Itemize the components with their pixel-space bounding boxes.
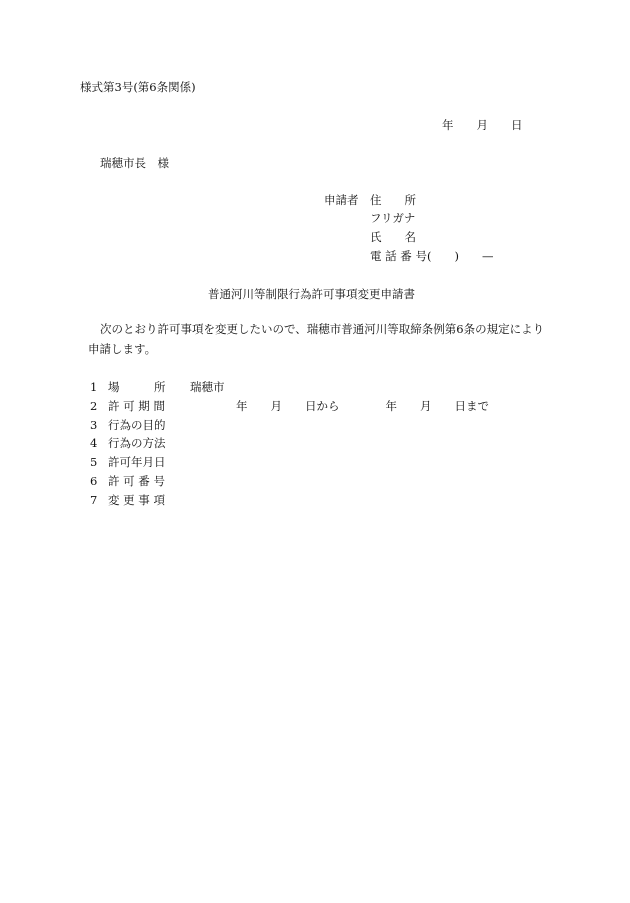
applicant-address-label: 住 所 bbox=[370, 193, 416, 207]
item-number: 1 bbox=[90, 380, 98, 394]
body-text-line-1: 次のとおり許可事項を変更したいので、瑞穂市普通河川等取締条例第6条の規定により bbox=[100, 322, 545, 336]
item-label-permit-number: 許 可 番 号 bbox=[108, 474, 165, 488]
applicant-name-label: 氏 名 bbox=[370, 230, 416, 244]
applicant-label: 申請者 bbox=[324, 193, 359, 207]
item-number: 5 bbox=[90, 455, 98, 469]
item-number: 3 bbox=[90, 418, 98, 432]
item-label-purpose: 行為の目的 bbox=[108, 418, 166, 432]
body-text-line-2: 申請します。 bbox=[88, 342, 157, 356]
addressee: 瑞穂市長 様 bbox=[100, 156, 169, 170]
item-label-permit-date: 許可年月日 bbox=[108, 455, 166, 469]
item-number: 7 bbox=[90, 493, 98, 507]
item-number: 6 bbox=[90, 474, 98, 488]
item-value-location: 瑞穂市 bbox=[190, 380, 225, 394]
item-label-location: 場 所 bbox=[108, 380, 166, 394]
item-number: 4 bbox=[90, 436, 98, 450]
applicant-phone-label: 電 話 番 号( ) — bbox=[370, 249, 494, 263]
applicant-furigana-label: フリガナ bbox=[370, 211, 416, 225]
date-line: 年 月 日 bbox=[442, 118, 523, 132]
item-value-permit-period: 年 月 日から 年 月 日まで bbox=[236, 399, 489, 413]
document-title: 普通河川等制限行為許可事項変更申請書 bbox=[208, 287, 415, 301]
form-number: 様式第3号(第6条関係) bbox=[80, 80, 196, 94]
item-label-permit-period: 許 可 期 間 bbox=[108, 399, 165, 413]
item-label-changes: 変 更 事 項 bbox=[108, 493, 165, 507]
item-label-method: 行為の方法 bbox=[108, 436, 166, 450]
item-number: 2 bbox=[90, 399, 98, 413]
